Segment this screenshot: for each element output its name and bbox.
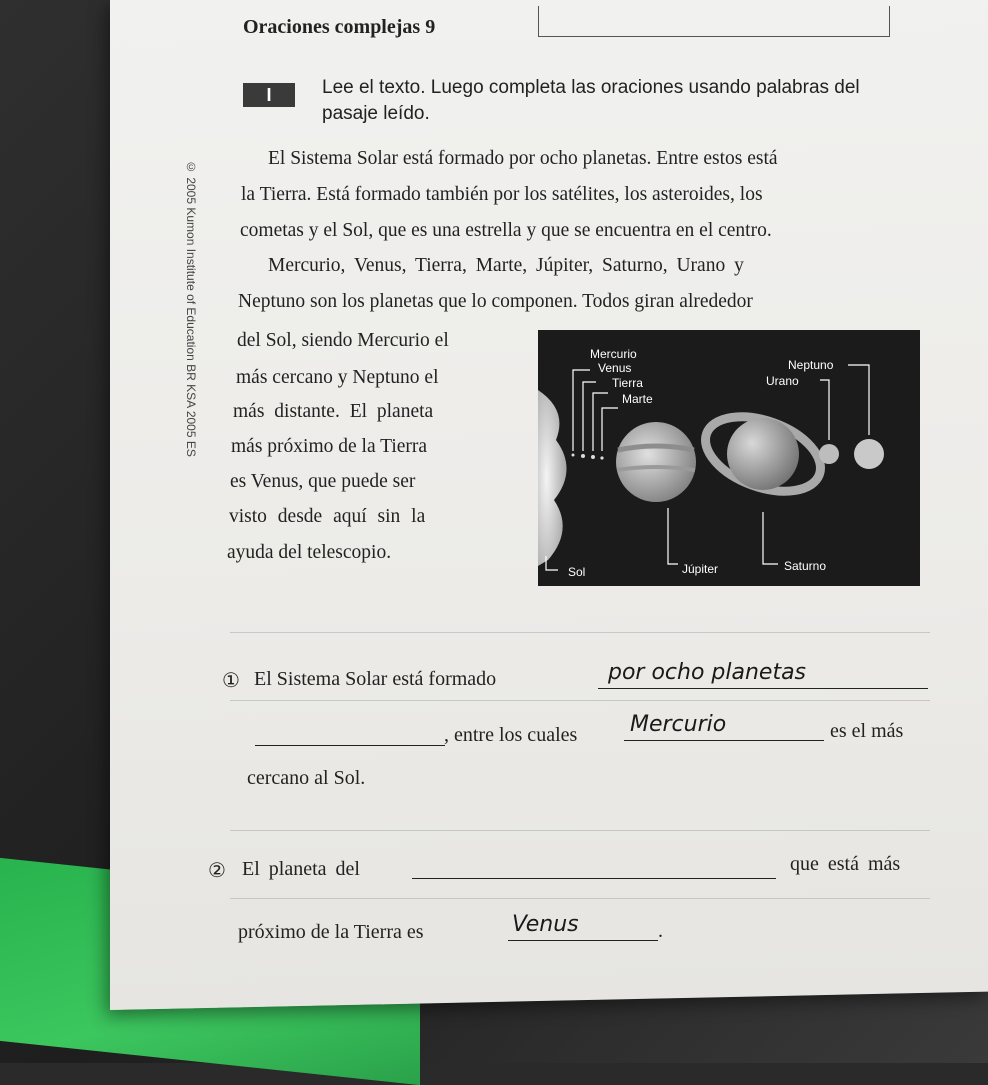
label-venus: Venus [598,361,632,375]
solar-system-illustration [538,330,920,586]
question-text: es el más [830,720,904,742]
jupiter-planet [616,422,696,502]
answer-blank[interactable] [255,721,445,746]
tierra-planet [591,455,595,459]
instruction-text: Lee el texto. Luego completa las oraciones usando palabras del pasaje leído. [322,77,860,124]
faint-line [230,632,930,633]
answer-blank[interactable] [412,854,776,879]
passage-line: Mercurio, Venus, Tierra, Marte, Júpiter, Saturno, Urano y [268,255,744,276]
neptuno-planet [854,439,884,469]
mercurio-planet [572,454,575,457]
passage-line: más cercano y Neptuno el [236,367,439,388]
label-mercurio: Mercurio [590,347,637,361]
question-text: próximo de la Tierra es [238,921,424,943]
handwritten-answer: por ocho planetas [608,660,807,685]
question-number: ① [222,670,240,692]
name-field[interactable] [538,6,890,37]
urano-planet [819,444,839,464]
passage-line: Neptuno son los planetas que lo componen. Todos giran alrededor [238,291,753,312]
passage-line: la Tierra. Está formado también por los satélites, los asteroides, los [241,184,763,205]
passage-line: más próximo de la Tierra [231,436,428,457]
passage-line: ayuda del telescopio. [227,542,392,563]
sun-shape [538,390,567,566]
worksheet-title: Oraciones complejas 9 [243,16,436,38]
question-text: que está más [790,853,901,875]
faint-line [230,830,930,831]
question-text: . [658,920,663,942]
handwritten-answer: Venus [512,912,579,937]
marte-planet [600,456,603,459]
venus-planet [581,454,585,458]
label-jupiter: Júpiter [682,562,719,576]
copyright-notice: © 2005 Kumon Institute of Education BR KSA 2005 ES [184,160,198,457]
question-text: , entre los cuales [444,724,578,746]
passage-line: visto desde aquí sin la [229,506,426,527]
question-text: El planeta del [242,858,360,880]
label-neptuno: Neptuno [788,358,834,372]
passage-line: cometas y el Sol, que es una estrella y que se encuentra en el centro. [240,220,772,241]
label-sol: Sol [568,565,586,579]
passage-line: es Venus, que puede ser [230,471,416,492]
saturno-planet [727,418,799,490]
question-text: El Sistema Solar está formado [254,668,497,690]
label-marte: Marte [622,392,653,406]
handwritten-answer: Mercurio [630,712,727,737]
label-urano: Urano [766,374,799,388]
question-text: cercano al Sol. [247,767,366,789]
label-saturno: Saturno [784,559,827,573]
passage-line: El Sistema Solar está formado por ocho planetas. Entre estos está [268,148,778,169]
passage-line: del Sol, siendo Mercurio el [237,330,449,351]
faint-line [230,898,930,899]
passage-line: más distante. El planeta [233,401,434,422]
label-tierra: Tierra [612,376,643,390]
step-badge: I [243,83,295,107]
question-number: ② [208,860,226,882]
solar-system-diagram [538,330,920,586]
faint-line [230,700,930,701]
